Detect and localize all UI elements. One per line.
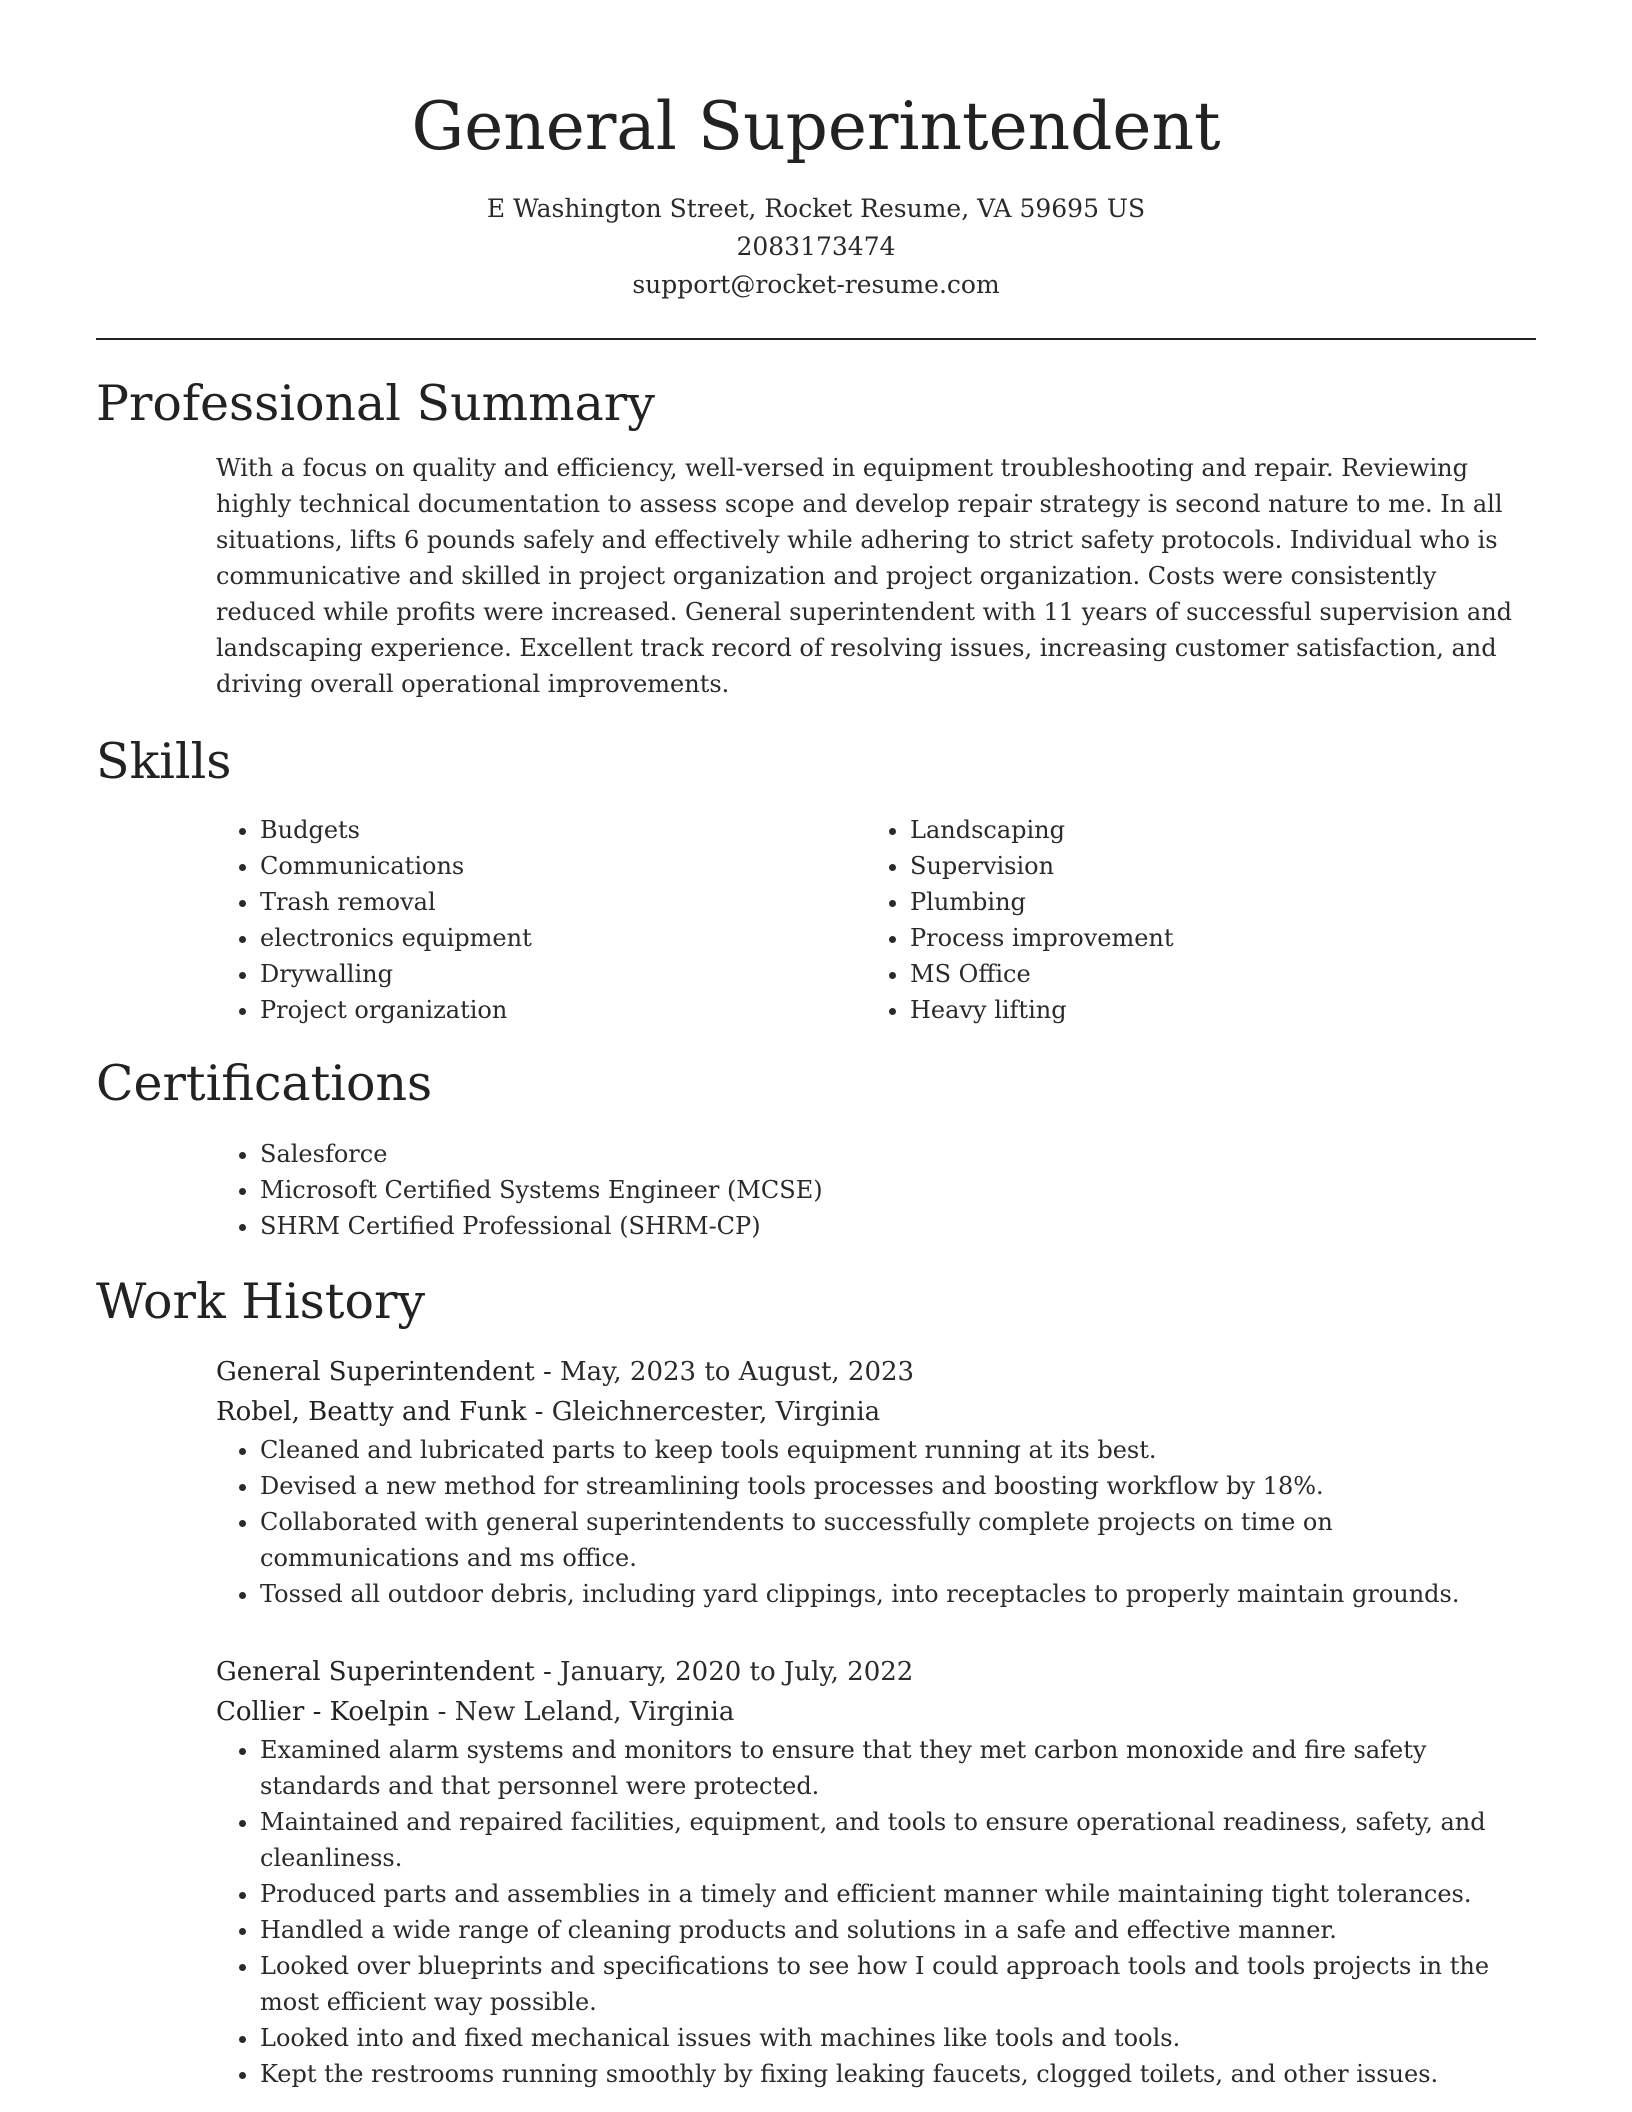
job-dates: January, 2020 to July, 2022 — [560, 1657, 914, 1687]
job-bullet: • Cleaned and lubricated parts to keep tools equipment running at its best. — [260, 1432, 1536, 1468]
summary-heading: Professional Summary — [96, 375, 655, 432]
skill-item: • Project organization — [260, 992, 866, 1028]
work-history-section — [96, 1270, 1536, 2092]
job-title: General Superintendent — [216, 1657, 535, 1687]
resume-header — [96, 0, 1536, 304]
skill-item: • Plumbing — [910, 884, 1516, 920]
job-title: General Superintendent — [216, 1357, 535, 1387]
job-company: Collier - Koelpin — [216, 1697, 430, 1727]
job-entry — [216, 1652, 1536, 2092]
job-bullet: • Handled a wide range of cleaning products and solutions in a safe and effective manner. — [260, 1912, 1536, 1948]
skill-item: • Supervision — [910, 848, 1516, 884]
certification-item: • SHRM Certified Professional (SHRM-CP) — [260, 1208, 1536, 1244]
certifications-list-wrap — [216, 1136, 1536, 1244]
skill-item: • Budgets — [260, 812, 866, 848]
job-bullet: • Looked into and fixed mechanical issues with machines like tools and tools. — [260, 2020, 1536, 2056]
contact-email: support@rocket-resume.com — [632, 270, 1000, 299]
summary-text: With a focus on quality and efficiency, well-versed in equipment troubleshooting and repair. Reviewing highly technical documentation to assess scope and develop repair strategy is second nature to me. In all situations, lifts 6 pounds safely and effectively while adhering to strict safety protocols. Individual who is communicative and skilled in project organization and project organization. Costs were consistently reduced while profits were increased. General superintendent with 11 years of successful supervision and landscaping experience. Excellent track record of resolving issues, increasing customer satisfaction, and driving overall operational improvements. — [216, 454, 1513, 698]
contact-address: E Washington Street, Rocket Resume, VA 59695 US — [486, 194, 1146, 223]
certifications-heading: Certifications — [96, 1055, 433, 1112]
job-bullet: • Devised a new method for streamlining tools processes and boosting workflow by 18%. — [260, 1468, 1536, 1504]
job-bullets — [216, 1732, 1536, 2092]
job-bullet: • Collaborated with general superintendents to successfully complete projects on time on communications and ms office. — [260, 1504, 1536, 1576]
job-company-line: Collier - Koelpin - New Leland, Virginia — [216, 1697, 735, 1727]
job-bullet: • Examined alarm systems and monitors to ensure that they met carbon monoxide and fire safety standards and that personnel were protected. — [260, 1732, 1536, 1804]
resume-name: General Superintendent — [411, 88, 1221, 165]
skill-item: • Communications — [260, 848, 866, 884]
certification-item: • Microsoft Certified Systems Engineer (MCSE) — [260, 1172, 1536, 1208]
skills-section — [96, 730, 1536, 1028]
skill-item: • Trash removal — [260, 884, 866, 920]
job-dates: May, 2023 to August, 2023 — [560, 1357, 915, 1387]
skills-list-left — [216, 812, 866, 1028]
job-bullet: • Maintained and repaired facilities, equipment, and tools to ensure operational readiness, safety, and cleanliness. — [260, 1804, 1536, 1876]
skill-item: • Heavy lifting — [910, 992, 1516, 1028]
skills-list-right — [866, 812, 1516, 1028]
header-divider — [96, 338, 1536, 340]
certifications-list — [216, 1136, 1536, 1244]
certifications-section — [96, 1052, 1536, 1244]
job-title-line: General Superintendent - May, 2023 to August, 2023 — [216, 1357, 915, 1387]
skills-heading: Skills — [96, 733, 232, 790]
job-company: Robel, Beatty and Funk — [216, 1397, 527, 1427]
skills-column-left — [216, 812, 866, 1028]
job-bullet: • Produced parts and assemblies in a timely and efficient manner while maintaining tight tolerances. — [260, 1876, 1536, 1912]
job-location: New Leland, Virginia — [454, 1697, 735, 1727]
skill-item: • Drywalling — [260, 956, 866, 992]
skills-column-right — [866, 812, 1516, 1028]
skills-grid — [216, 812, 1536, 1028]
contact-phone: 2083173474 — [736, 232, 896, 261]
skill-item: • Landscaping — [910, 812, 1516, 848]
certification-item: • Salesforce — [260, 1136, 1536, 1172]
job-bullets — [216, 1432, 1536, 1612]
job-location: Gleichnercester, Virginia — [551, 1397, 881, 1427]
contact-block — [96, 190, 1536, 304]
job-bullet: • Kept the restrooms running smoothly by fixing leaking faucets, clogged toilets, and other issues. — [260, 2056, 1536, 2092]
skill-item: • Process improvement — [910, 920, 1516, 956]
skill-item: • MS Office — [910, 956, 1516, 992]
work-history-heading: Work History — [96, 1273, 426, 1330]
job-entry — [216, 1352, 1536, 1612]
job-company-line: Robel, Beatty and Funk - Gleichnercester, Virginia — [216, 1397, 881, 1427]
job-bullet: • Looked over blueprints and specifications to see how I could approach tools and tools projects in the most efficient way possible. — [260, 1948, 1536, 2020]
skill-item: • electronics equipment — [260, 920, 866, 956]
summary-section — [96, 372, 1536, 702]
job-bullet: • Tossed all outdoor debris, including yard clippings, into receptacles to properly maintain grounds. — [260, 1576, 1536, 1612]
job-title-line: General Superintendent - January, 2020 to July, 2022 — [216, 1657, 914, 1687]
